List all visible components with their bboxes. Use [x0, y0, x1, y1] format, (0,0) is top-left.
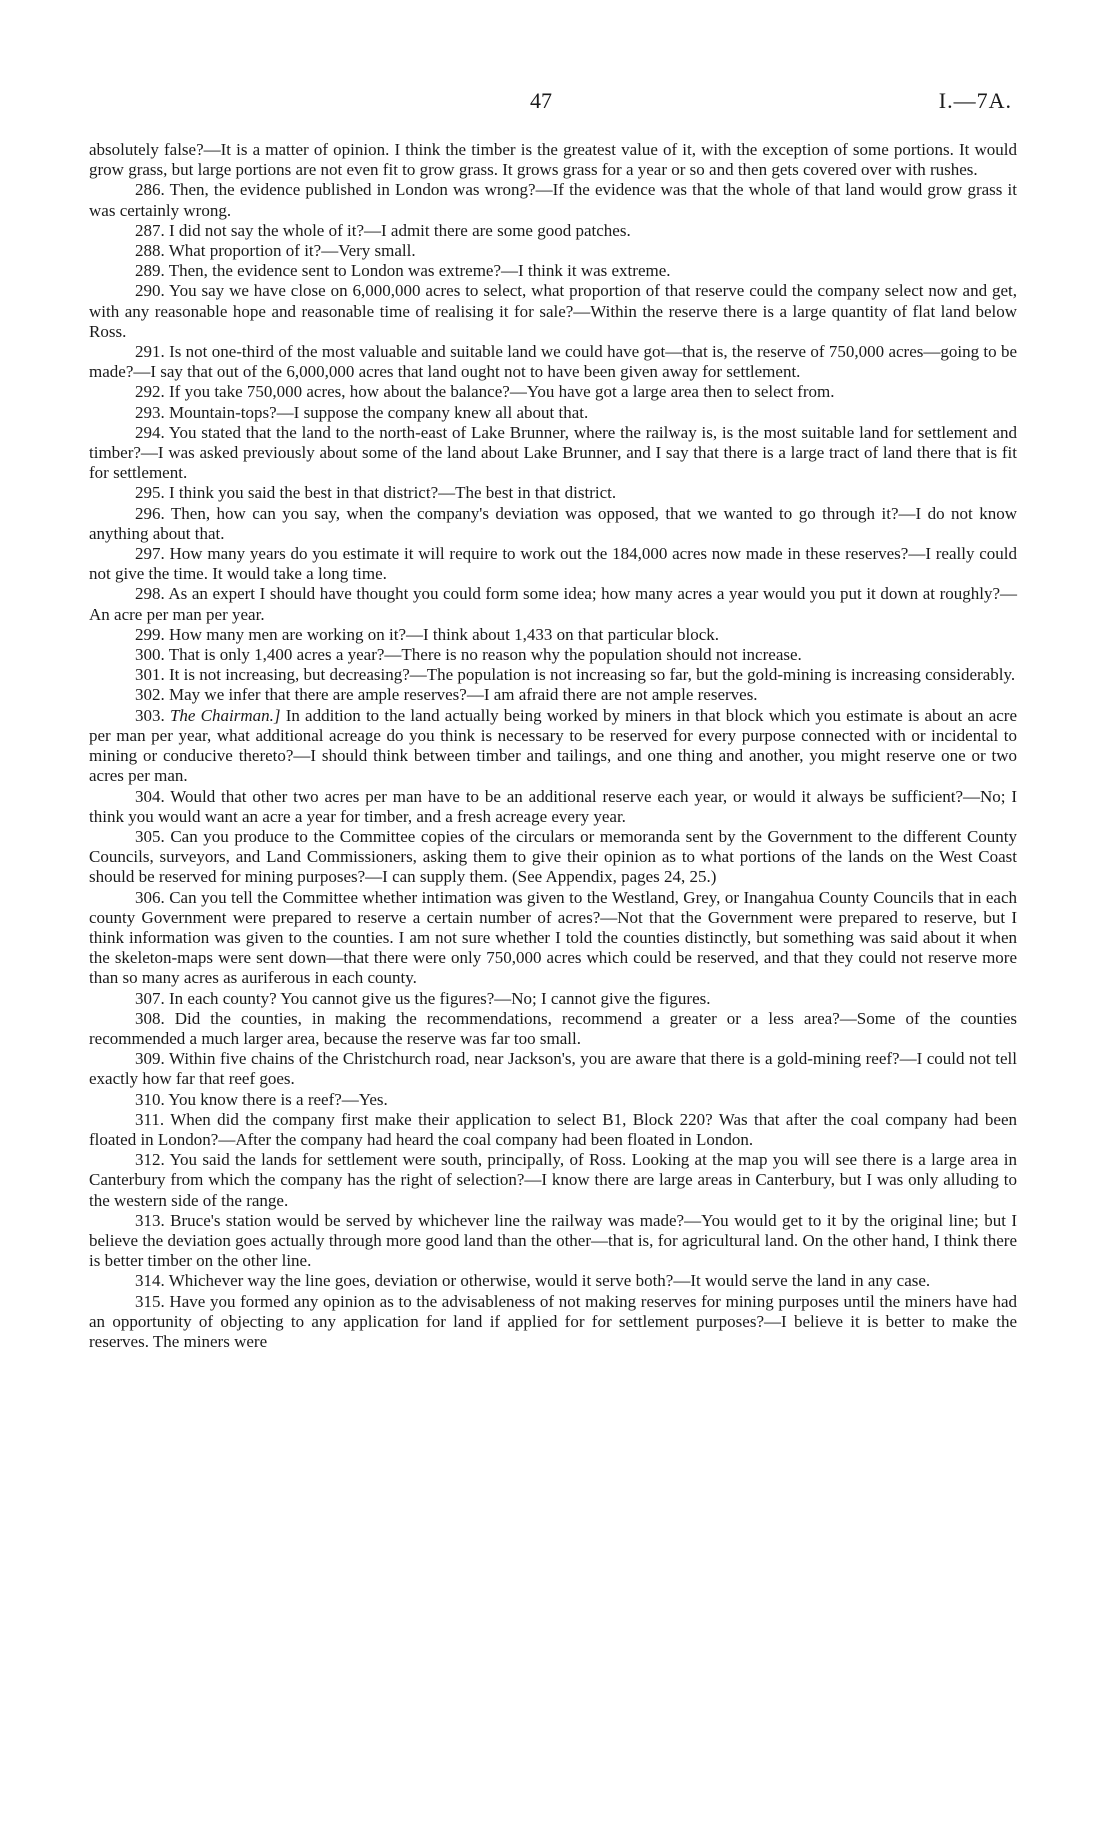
paragraph-text: You said the lands for settlement were south, principally, of Ross. Looking at the map you will see there is a large area in Canterbury from which the company has the right of selection?—I know there are large areas in Canterbury, but I was only alluding to the western side of the range. [89, 1150, 1017, 1210]
evidence-paragraph [89, 989, 1017, 1009]
question-number: 292. [135, 382, 165, 402]
paragraph-text: Is not one-third of the most valuable and suitable land we could have got—that is, the reserve of 750,000 acres—going to be made?—I say that out of the 6,000,000 acres that land ought not to have been given away for settlement. [89, 342, 1017, 382]
evidence-paragraph [89, 241, 1017, 261]
evidence-paragraph [89, 544, 1017, 584]
question-number: 288. [135, 241, 165, 261]
paragraph-text: May we infer that there are ample reserves?—I am afraid there are not ample reserves. [169, 685, 758, 705]
question-number: 315. [135, 1291, 165, 1311]
question-number: 305. [135, 826, 165, 846]
question-number: 297. [135, 544, 165, 564]
paragraph-text: You say we have close on 6,000,000 acres to select, what proportion of that reserve could the company select now and get, with any reasonable hope and reasonable time of realising it for sale?—Within the reserve there is a large quantity of flat land below Ross. [89, 281, 1017, 341]
question-number: 289. [135, 261, 165, 281]
evidence-paragraph [89, 342, 1017, 382]
paragraph-text: How many men are working on it?—I think about 1,433 on that particular block. [169, 624, 720, 644]
evidence-paragraph [89, 423, 1017, 484]
question-number: 294. [135, 422, 165, 442]
paragraph-text: How many years do you estimate it will require to work out the 184,000 acres now made in these reserves?—I really could not give the time. It would take a long time. [89, 544, 1017, 584]
evidence-paragraph [89, 1009, 1017, 1049]
evidence-body [89, 140, 1017, 1352]
paragraph-text: What proportion of it?—Very small. [168, 241, 416, 261]
evidence-paragraph [89, 281, 1017, 342]
page-number: 47 [530, 88, 552, 113]
paragraph-text: Bruce's station would be served by whichever line the railway was made?—You would get to it by the original line; but I believe the deviation goes actually through more good land than the other—that is, for agricultural land. On the other hand, I think there is better timber on the other line. [89, 1210, 1017, 1271]
question-number: 306. [135, 887, 165, 907]
paragraph-text: Then, how can you say, when the company's deviation was opposed, that we wanted to go through it?—I do not know anything about that. [89, 503, 1017, 543]
question-number: 295. [135, 483, 165, 503]
question-number: 290. [135, 281, 165, 301]
paragraph-text: When did the company first make their application to select B1, Block 220? Was that after the coal company had been floated in London?—After the company had heard the coal company had been floated in London. [89, 1109, 1017, 1149]
question-number: 307. [135, 988, 165, 1008]
paragraph-text: As an expert I should have thought you could form some idea; how many acres a year would you put it down at roughly?—An acre per man per year. [89, 584, 1017, 624]
evidence-paragraph [89, 180, 1017, 220]
paragraph-text: Then, the evidence sent to London was extreme?—I think it was extreme. [168, 261, 671, 281]
paragraph-text: Have you formed any opinion as to the advisableness of not making reserves for mining purposes until the miners have had an opportunity of objecting to any application for land if applied for for settlement purposes?—I believe it is better to make the reserves. The miners were [89, 1291, 1018, 1351]
question-number: 304. [135, 786, 165, 806]
evidence-paragraph [89, 787, 1017, 827]
paragraph-text: In each county? You cannot give us the figures?—No; I cannot give the figures. [169, 988, 711, 1008]
paragraph-text: Would that other two acres per man have to be an additional reserve each year, or would it always be sufficient?—No; I think you would want an acre a year for timber, and a fresh acreage every year. [89, 786, 1018, 826]
question-number: 296. [135, 503, 165, 523]
paragraph-text: I think you said the best in that district?—The best in that district. [169, 483, 617, 503]
question-number: 299. [135, 624, 165, 644]
evidence-paragraph [89, 504, 1017, 544]
paragraph-text: If you take 750,000 acres, how about the balance?—You have got a large area then to select from. [169, 382, 835, 402]
question-number: 309. [135, 1049, 165, 1069]
paragraph-text: In addition to the land actually being worked by miners in that block which you estimate is about an acre per man per year, what additional acreage do you think is necessary to be reserved for every purpose connected with or incidental to mining or conducive thereto?—I should think between timber and tailings, and one thing and another, you might reserve one or two acres per man. [89, 705, 1018, 786]
evidence-paragraph [89, 261, 1017, 281]
paragraph-text: Within five chains of the Christchurch road, near Jackson's, you are aware that there is a gold-mining reef?—I could not tell exactly how far that reef goes. [89, 1049, 1017, 1089]
paragraph-text: Mountain-tops?—I suppose the company knew all about that. [169, 402, 589, 422]
question-number: 310. [135, 1089, 165, 1109]
question-number: 311. [135, 1109, 165, 1129]
evidence-paragraph [89, 403, 1017, 423]
question-number: 303. [135, 705, 165, 725]
question-number: 286. [135, 180, 165, 200]
question-number: 287. [135, 220, 165, 240]
paragraph-text: It is not increasing, but decreasing?—The population is not increasing so far, but the gold-mining is increasing considerably. [169, 665, 1016, 685]
evidence-paragraph [89, 1110, 1017, 1150]
evidence-paragraph [89, 584, 1017, 624]
paragraph-text: You stated that the land to the north-east of Lake Brunner, where the railway is, is the most suitable land for settlement and timber?—I was asked previously about some of the land about Lake Brunner, and I say that there is a large tract of land there that is fit for settlement. [89, 422, 1017, 483]
paragraph-text: I did not say the whole of it?—I admit there are some good patches. [169, 220, 631, 240]
question-number: 293. [135, 402, 165, 422]
paragraph-text: That is only 1,400 acres a year?—There is no reason why the population should not increase. [168, 645, 802, 665]
evidence-paragraph [89, 645, 1017, 665]
paragraph-text: Whichever way the line goes, deviation or otherwise, would it serve both?—It would serve the land in any case. [168, 1271, 931, 1291]
evidence-paragraph [89, 1211, 1017, 1272]
question-number: 300. [135, 645, 165, 665]
paragraph-text: Did the counties, in making the recommendations, recommend a greater or a less area?—Some of the counties recommended a much larger area, because the reserve was far too small. [89, 1008, 1017, 1048]
evidence-paragraph [89, 1090, 1017, 1110]
paragraph-text: You know there is a reef?—Yes. [168, 1089, 388, 1109]
document-reference: I.—7A. [938, 88, 1012, 113]
question-number: 314. [135, 1271, 165, 1291]
evidence-paragraph [89, 625, 1017, 645]
paragraph-text: Then, the evidence published in London was wrong?—If the evidence was that the whole of that land would grow grass it was certainly wrong. [89, 180, 1017, 220]
question-number: 291. [135, 342, 165, 362]
paragraph-text: absolutely false?—It is a matter of opinion. I think the timber is the greatest value of it, with the exception of some portions. It would grow grass, but large portions are not even fit to grow grass. It grows grass for a year or so and then gets covered over with rushes. [89, 140, 1017, 180]
evidence-paragraph [89, 483, 1017, 503]
question-number: 301. [135, 665, 165, 685]
evidence-paragraph [89, 1271, 1017, 1291]
question-number: 308. [135, 1008, 165, 1028]
evidence-paragraph [89, 827, 1017, 888]
evidence-paragraph [89, 888, 1017, 989]
evidence-paragraph [89, 1292, 1017, 1353]
paragraph-text: Can you tell the Committee whether intimation was given to the Westland, Grey, or Inangahua County Councils that in each county Government were prepared to reserve a certain number of acres?—Not that the Government were prepared to reserve, but I think information was given to the counties. I am not sure whether I told the counties distinctly, but something was said about it when the skeleton-maps were sent down—that there were only 750,000 acres which could be reserved, and that they could not reserve more than so many acres as auriferous in each county. [89, 887, 1017, 988]
evidence-paragraph [89, 685, 1017, 705]
evidence-paragraph [89, 140, 1017, 180]
question-number: 312. [135, 1150, 165, 1170]
evidence-paragraph [89, 1150, 1017, 1211]
page-header [0, 88, 1114, 118]
evidence-paragraph [89, 221, 1017, 241]
question-number: 313. [135, 1210, 165, 1230]
evidence-paragraph [89, 1049, 1017, 1089]
evidence-paragraph [89, 706, 1017, 787]
speaker-name: The Chairman.] [169, 705, 281, 725]
evidence-paragraph [89, 382, 1017, 402]
question-number: 302. [135, 685, 165, 705]
evidence-paragraph [89, 665, 1017, 685]
question-number: 298. [135, 584, 165, 604]
paragraph-text: Can you produce to the Committee copies of the circulars or memoranda sent by the Government to the different County Councils, surveyors, and Land Commissioners, asking them to give their opinion as to what portions of the lands on the West Coast should be reserved for mining purposes?—I can supply them. (See Appendix, pages 24, 25.) [89, 826, 1018, 887]
